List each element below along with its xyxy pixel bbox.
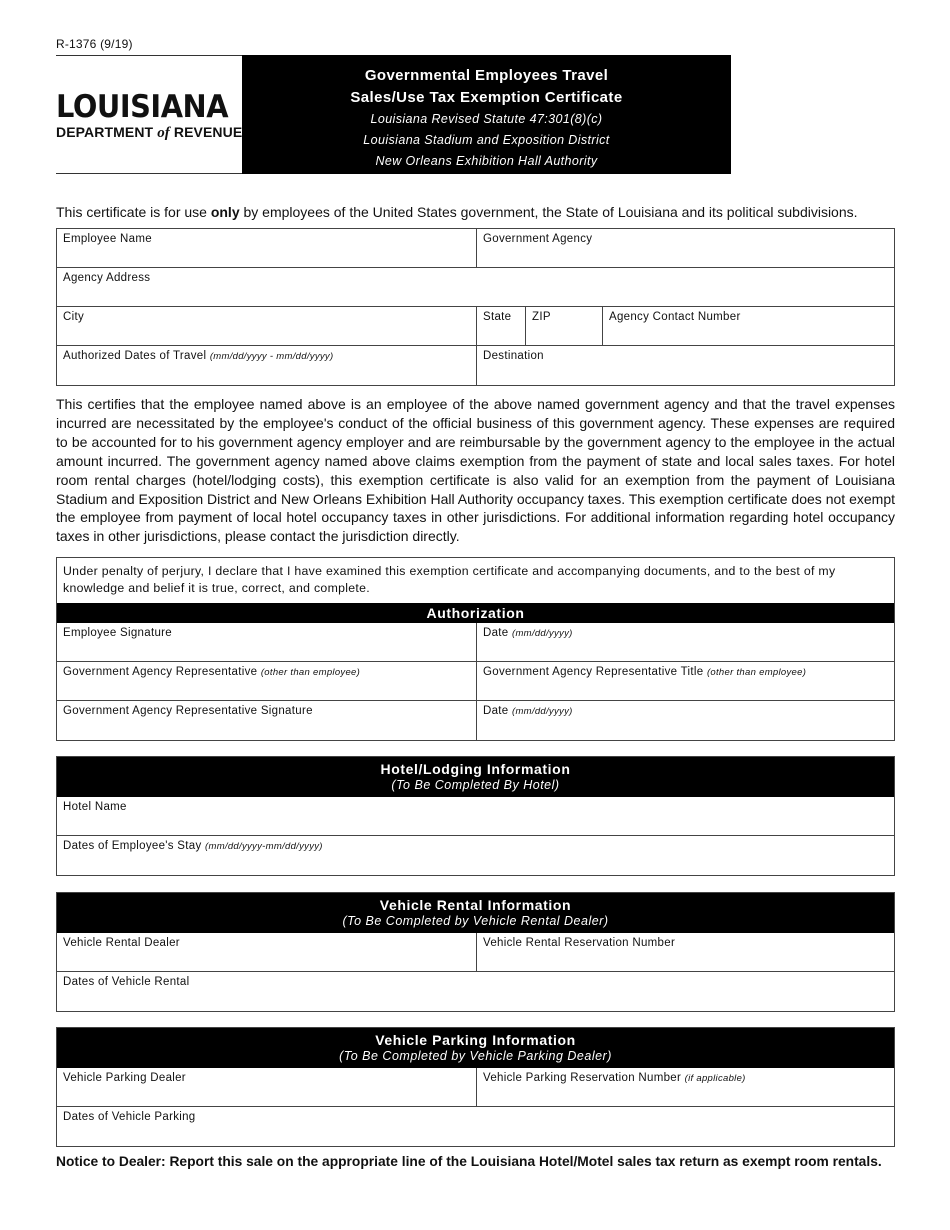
form-title-line1: Governmental Employees Travel xyxy=(364,67,609,84)
form-title-block xyxy=(242,55,731,174)
agency-representative-signature-field[interactable]: Government Agency Representative Signature xyxy=(63,705,313,717)
zip-field[interactable]: ZIP xyxy=(525,307,602,345)
employee-name-field[interactable]: Employee Name xyxy=(63,233,152,245)
form-title-line2: Sales/Use Tax Exemption Certificate xyxy=(350,89,623,106)
agency-representative-field[interactable]: Government Agency Representative (other than employee) xyxy=(63,666,361,678)
authorization-heading: Authorization xyxy=(57,603,894,623)
vehicle-parking-reservation-field[interactable]: Vehicle Parking Reservation Number (if applicable) xyxy=(476,1068,894,1106)
stay-dates-field[interactable]: Dates of Employee's Stay (mm/dd/yyyy-mm/dd/yyyy) xyxy=(63,840,323,852)
agency-contact-number-field[interactable]: Agency Contact Number xyxy=(602,307,894,345)
hotel-name-field[interactable]: Hotel Name xyxy=(63,801,127,813)
destination-field[interactable]: Destination xyxy=(476,346,894,385)
employee-signature-date-field[interactable]: Date (mm/dd/yyyy) xyxy=(476,623,894,661)
vehicle-parking-box xyxy=(56,1027,895,1147)
representative-signature-date-field[interactable]: Date (mm/dd/yyyy) xyxy=(476,701,894,740)
form-number: R-1376 (9/19) xyxy=(56,37,133,51)
employee-info-box xyxy=(56,228,895,386)
agency-address-field[interactable]: Agency Address xyxy=(63,272,151,284)
intro-statement: This certificate is for use only by employees of the United States government, the State of Louisiana and its political subdivisions. xyxy=(56,204,858,220)
perjury-statement: Under penalty of perjury, I declare that I have examined this exemption certificate and accompanying documents, and to the best of my knowledge and belief it is true, correct, and complete. xyxy=(63,564,836,595)
vehicle-rental-box xyxy=(56,892,895,1012)
vehicle-parking-heading: Vehicle Parking Information (To Be Completed by Vehicle Parking Dealer) xyxy=(57,1028,894,1068)
dealer-notice: Notice to Dealer: Report this sale on the appropriate line of the Louisiana Hotel/Motel sales tax return as exempt room rentals. xyxy=(56,1154,882,1169)
statute-reference: Louisiana Revised Statute 47:301(8)(c) xyxy=(370,112,603,126)
government-agency-field[interactable]: Government Agency xyxy=(476,229,894,267)
authority-reference: New Orleans Exhibition Hall Authority xyxy=(375,154,598,168)
vehicle-rental-reservation-field[interactable]: Vehicle Rental Reservation Number xyxy=(476,933,894,971)
district-reference: Louisiana Stadium and Exposition District xyxy=(363,133,610,147)
travel-dates-field[interactable]: Authorized Dates of Travel (mm/dd/yyyy - mm/dd/yyyy) xyxy=(63,350,334,362)
authorization-box xyxy=(56,557,895,741)
employee-signature-field[interactable]: Employee Signature xyxy=(63,627,172,639)
logo-department: DEPARTMENT of REVENUE xyxy=(56,124,243,141)
state-field[interactable]: State xyxy=(476,307,525,345)
vehicle-rental-dates-field[interactable]: Dates of Vehicle Rental xyxy=(63,976,190,988)
logo-wordmark: LOUISIANA xyxy=(56,89,229,125)
agency-representative-title-field[interactable]: Government Agency Representative Title (other than employee) xyxy=(476,662,894,700)
louisiana-revenue-logo xyxy=(56,55,242,174)
vehicle-rental-dealer-field[interactable]: Vehicle Rental Dealer xyxy=(63,937,180,949)
hotel-heading: Hotel/Lodging Information (To Be Completed By Hotel) xyxy=(57,757,894,797)
hotel-info-box xyxy=(56,756,895,876)
vehicle-parking-dealer-field[interactable]: Vehicle Parking Dealer xyxy=(63,1072,186,1084)
certification-text: This certifies that the employee named above is an employee of the above named government agency and that the travel expenses incurred are necessitated by the employee's conduct of the official business of this government agency. These expenses are required to be accounted for to his government agency employer and are reimbursable by the government agency to the employee in the actual amount incurred. The government agency named above claims exemption from the payment of state and local sales taxes. For hotel room rental charges (hotel/lodging costs), this exemption certificate is also valid for an exemption from the payment of Louisiana Stadium and Exposition District and New Orleans Exhibition Hall Authority occupancy taxes. This exemption certificate does not exempt the employee from payment of local hotel occupancy taxes in other jurisdictions. For additional information regarding hotel occupancy taxes in other jurisdictions, please contact the jurisdiction directly. xyxy=(56,396,895,545)
vehicle-rental-heading: Vehicle Rental Information (To Be Completed by Vehicle Rental Dealer) xyxy=(57,893,894,933)
city-field[interactable]: City xyxy=(63,311,85,323)
vehicle-parking-dates-field[interactable]: Dates of Vehicle Parking xyxy=(63,1111,196,1123)
